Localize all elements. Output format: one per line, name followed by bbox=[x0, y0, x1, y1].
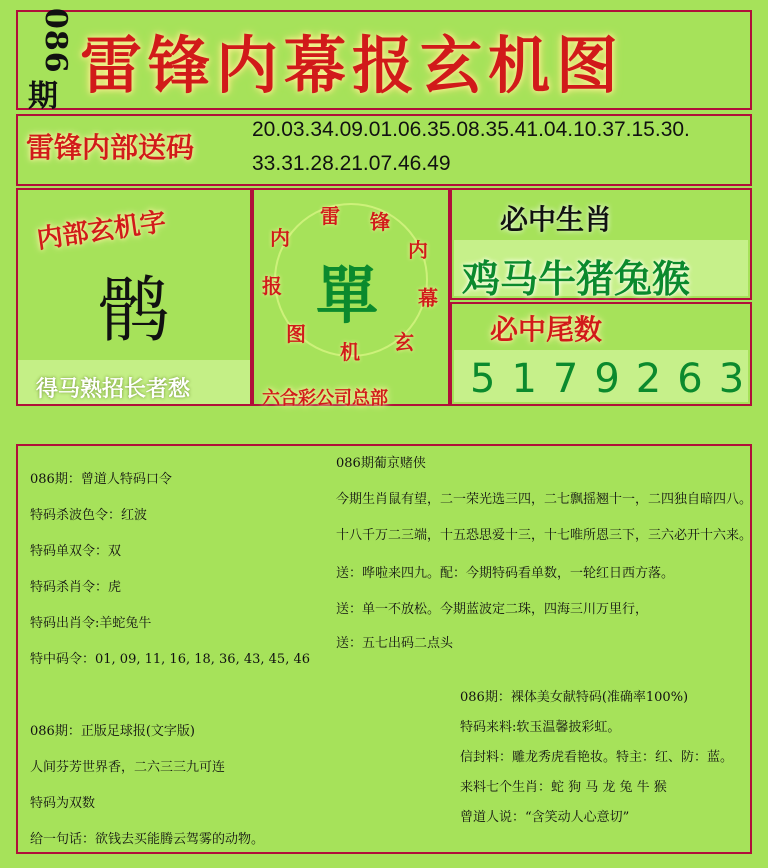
football-line-3: 特码为双数 bbox=[30, 796, 96, 811]
ring-char-6: 机 bbox=[340, 340, 360, 364]
right-line-6: 送：五七出码二点头 bbox=[336, 636, 454, 651]
ring-char-4: 幕 bbox=[418, 286, 438, 310]
issue-suffix: 期 bbox=[28, 79, 58, 114]
right-line-3: 十八千万二三端，十五恐思爱十三，十七唯所恩三下，三六必开十六来。 bbox=[336, 528, 753, 543]
ring-char-1: 雷 bbox=[320, 204, 340, 228]
ring-char-5: 玄 bbox=[394, 330, 414, 354]
company-label: 六合彩公司总部 bbox=[262, 388, 388, 409]
football-line-2: 人间芬芳世界香，二六三三九可连 bbox=[30, 760, 226, 775]
codes-line-1: 20.03.34.09.01.06.35.08.35.41.04.10.37.15.30. bbox=[252, 118, 690, 141]
center-char: 單 bbox=[316, 259, 379, 332]
page-title: 雷锋内幕报玄机图 bbox=[80, 29, 625, 102]
mystery-label: 内部玄机字 bbox=[34, 207, 168, 255]
tail-label: 必中尾数 bbox=[490, 313, 603, 346]
left-line-3: 特码单双令：双 bbox=[30, 544, 122, 559]
issue-number: 086 bbox=[38, 8, 73, 74]
ring-char-7: 图 bbox=[286, 322, 306, 346]
beauty-line-1: 086期：裸体美女献特码(准确率100%) bbox=[460, 690, 689, 705]
beauty-line-3: 信封料：雕龙秀虎看艳妆。特主：红、防：蓝。 bbox=[460, 750, 734, 765]
beauty-line-4: 来料七个生肖：蛇 狗 马 龙 兔 牛 猴 bbox=[460, 780, 667, 795]
tail-digits: 5179263 bbox=[470, 356, 761, 402]
ring-char-9: 内 bbox=[270, 226, 290, 250]
mystery-char: 鹘 bbox=[98, 268, 171, 352]
codes-line-2: 33.31.28.21.07.46.49 bbox=[252, 152, 451, 175]
left-line-1: 086期：曾道人特码口令 bbox=[30, 472, 172, 487]
issue-badge bbox=[20, 8, 73, 118]
football-line-1: 086期：正版足球报(文字版) bbox=[30, 724, 195, 739]
right-line-1: 086期葡京赌侠 bbox=[336, 456, 426, 471]
left-line-6: 特中码令：01, 09, 11, 16, 18, 36, 43, 45, 46 bbox=[30, 652, 310, 667]
mystery-phrase: 得马熟招长者愁 bbox=[36, 376, 191, 402]
beauty-line-2: 特码来料:软玉温馨披彩虹。 bbox=[460, 720, 621, 735]
zodiac-animals: 鸡马牛猪兔猴 bbox=[462, 256, 691, 301]
ring-char-2: 锋 bbox=[370, 210, 390, 234]
right-line-5: 送：单一不放松。今期蓝波定二珠，四海三川万里行， bbox=[336, 602, 649, 617]
football-line-4: 给一句话：欲钱去买能腾云驾雾的动物。 bbox=[30, 832, 265, 847]
right-line-2: 今期生肖鼠有望，二一荣光选三四，二七飘摇翘十一，二四独自暗四八。 bbox=[336, 492, 753, 507]
left-line-5: 特码出肖令:羊蛇兔牛 bbox=[30, 616, 152, 631]
left-line-2: 特码杀波色令：红波 bbox=[30, 508, 148, 523]
ring-char-3: 内 bbox=[408, 238, 428, 262]
right-line-4: 送：哗啦来四九。配：今期特码看单数，一轮红日西方落。 bbox=[336, 566, 675, 581]
left-line-4: 特码杀肖令：虎 bbox=[30, 580, 122, 595]
beauty-line-5: 曾道人说：“含笑动人心意切” bbox=[460, 810, 630, 825]
ring-char-8: 报 bbox=[262, 274, 282, 298]
zodiac-label: 必中生肖 bbox=[500, 203, 613, 236]
codes-label: 雷锋内部送码 bbox=[26, 131, 195, 164]
